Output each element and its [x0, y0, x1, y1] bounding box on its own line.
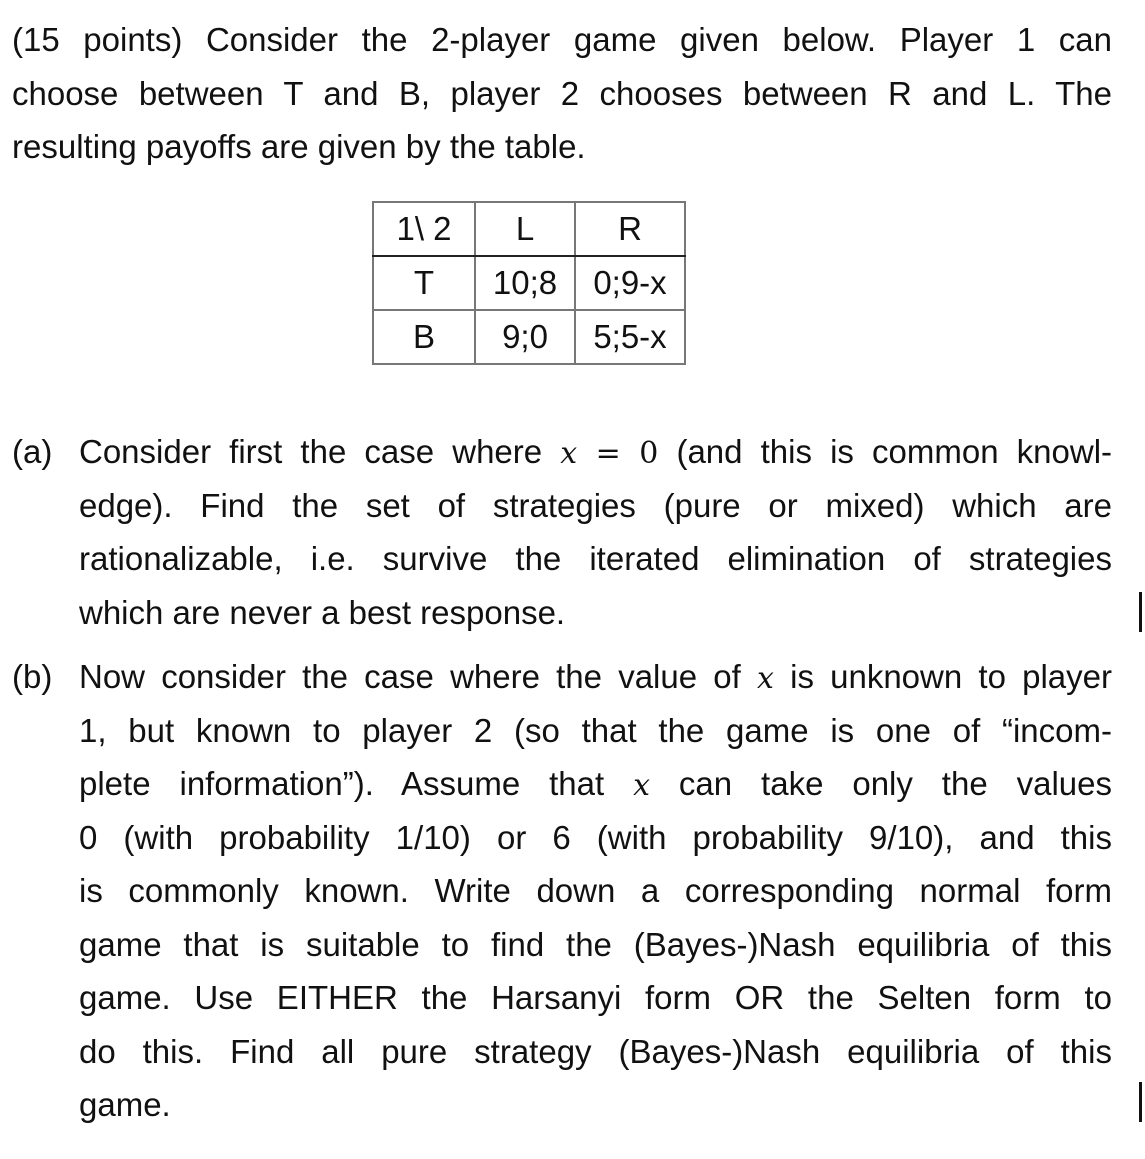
payoff-cell: 9;0 — [475, 310, 575, 364]
text-segment: choose between T and B, player 2 chooses between R and L. The — [12, 74, 1112, 112]
text-line — [79, 1025, 1112, 1079]
part-b-text — [79, 650, 1112, 1132]
problem-intro — [12, 13, 1112, 174]
text-segment: is unknown to player — [773, 658, 1112, 695]
text-line — [79, 650, 1112, 704]
text-line — [79, 479, 1112, 533]
text-line — [79, 532, 1112, 586]
text-segment: game. Use EITHER the Harsanyi form OR the Selten form to — [79, 979, 1112, 1016]
text-segment: = 0 — [577, 436, 659, 471]
text-segment: edge). Find the set of strategies (pure or mixed) which are — [79, 486, 1112, 524]
text-line — [79, 757, 1112, 811]
row-label: T — [373, 256, 475, 310]
text-line — [79, 918, 1112, 972]
text-segment: 0 (with probability 1/10) or 6 (with probability 9/10), and this — [79, 818, 1112, 856]
text-segment: do this. Find all pure strategy (Bayes-)Nash equilibria of this — [79, 1032, 1112, 1070]
text-segment: resulting payoffs are given by the table. — [12, 128, 586, 165]
text-line — [12, 67, 1112, 121]
change-bar — [1139, 1082, 1142, 1122]
math-variable: x — [757, 661, 774, 696]
text-segment: game that is suitable to find the (Bayes-)Nash equilibria of this — [79, 925, 1112, 963]
text-segment: Consider first the case where — [79, 433, 561, 470]
text-line — [79, 704, 1112, 758]
row-label: B — [373, 310, 475, 364]
text-line — [79, 586, 1112, 640]
text-line — [12, 13, 1112, 67]
payoff-table — [372, 201, 686, 365]
payoff-cell: 5;5-x — [575, 310, 685, 364]
table-row — [373, 256, 685, 310]
text-segment: (and this is common knowl- — [658, 433, 1112, 470]
text-segment: is commonly known. Write down a corresponding normal form — [79, 872, 1112, 909]
corner-cell: 1\ 2 — [373, 202, 475, 256]
part-a-text — [79, 425, 1112, 639]
text-segment: can take only the values — [650, 765, 1112, 802]
math-variable: x — [560, 436, 578, 471]
text-line — [79, 425, 1112, 479]
col-header-l: L — [475, 202, 575, 256]
text-line — [79, 971, 1112, 1025]
text-segment: 1, but known to player 2 (so that the game is one of “incom- — [79, 711, 1112, 749]
text-line — [79, 1078, 1112, 1132]
part-a-label: (a) — [12, 433, 53, 470]
math-variable: x — [633, 768, 650, 803]
change-bar — [1139, 592, 1142, 632]
text-line — [12, 120, 1112, 174]
text-segment: game. — [79, 1086, 171, 1123]
text-segment: which are never a best response. — [79, 593, 566, 631]
part-b-label: (b) — [12, 658, 53, 695]
text-line — [79, 811, 1112, 865]
text-segment: Now consider the case where the value of — [79, 658, 757, 695]
text-line — [79, 864, 1112, 918]
table-row — [373, 310, 685, 364]
payoff-cell: 10;8 — [475, 256, 575, 310]
table-header-row — [373, 202, 685, 256]
col-header-r: R — [575, 202, 685, 256]
payoff-cell: 0;9-x — [575, 256, 685, 310]
text-segment: (15 points) Consider the 2-player game given below. Player 1 can — [12, 21, 1112, 58]
text-segment: rationalizable, i.e. survive the iterated elimination of strategies — [79, 540, 1112, 577]
text-segment: plete information”). Assume that — [79, 765, 634, 802]
